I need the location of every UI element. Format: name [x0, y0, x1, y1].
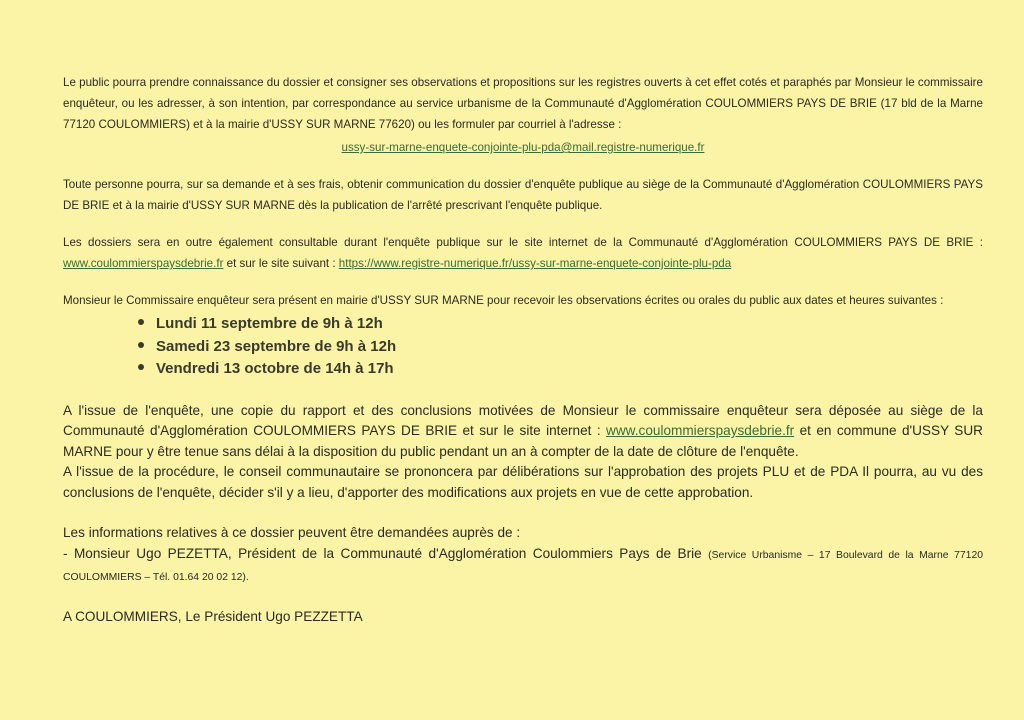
- date-text: Vendredi 13 octobre de 14h à 17h: [156, 360, 394, 377]
- email-line: [63, 137, 983, 158]
- contact-name: - Monsieur Ugo PEZETTA, Président de la Communauté d'Agglomération Coulommiers Pays de Brie: [63, 545, 709, 561]
- paragraph-communication: Toute personne pourra, sur sa demande et à ses frais, obtenir communication du dossier d'enquête publique au siège de la Communauté d'Agglomération COULOMMIERS PAYS DE BRIE et à la mairie d'USSY SUR MARNE dès la publication de l'arrêté prescrivant l'enquête publique.: [63, 178, 983, 212]
- paragraph-procedure: A l'issue de la procédure, le conseil communautaire se prononcera par délibérations sur l'approbation des projets PLU et de PDA Il pourra, au vu des conclusions de l'enquête, décider s'il y a lieu, d'apporter des modifications aux projets en vue de cette approbation.: [63, 464, 983, 500]
- report-text-before: A l'issue de l'enquête, une copie du rapport et des conclusions motivées de Monsieur le commissaire enquêteur sera déposée au siège de la Communauté d'Agglomération COULOMMIERS PAYS DE BRIE et sur le site internet :: [63, 402, 983, 438]
- date-item: [138, 336, 983, 359]
- date-text: Lundi 11 septembre de 9h à 12h: [156, 315, 383, 332]
- paragraph-info-intro: Les informations relatives à ce dossier peuvent être demandées auprès de :: [63, 525, 521, 540]
- bullet-icon: [138, 364, 144, 370]
- paragraph-permanences: Monsieur le Commissaire enquêteur sera présent en mairie d'USSY SUR MARNE pour recevoir les observations écrites ou orales du public aux dates et heures suivantes :: [63, 294, 944, 307]
- report-text-after: et en commune d'USSY SUR MARNE pour y être tenue sans délai à la disposition du public pendant un an à compter de la date de clôture de l'enquête.: [63, 423, 984, 459]
- online-text-before: Les dossiers sera en outre également consultable durant l'enquête publique sur le site internet de la Communauté d'Agglomération COULOMMIERS PAYS DE BRIE :: [63, 236, 983, 249]
- website-link[interactable]: www.coulommierspaysdebrie.fr: [63, 257, 224, 270]
- date-item: [138, 358, 983, 381]
- website-link-2[interactable]: www.coulommierspaysdebrie.fr: [606, 423, 795, 438]
- dates-list: [63, 313, 983, 381]
- bullet-icon: [138, 342, 144, 348]
- paragraph-consultation: Le public pourra prendre connaissance du dossier et consigner ses observations et propositions sur les registres ouverts à cet effet cotés et paraphés par Monsieur le commissaire enquêteur, ou les adresser, à son intention, par correspondance au service urbanisme de la Communauté d'Agglomération COULOMMIERS PAYS DE BRIE (17 bld de la Marne 77120 COULOMMIERS) et à la mairie d'USSY SUR MARNE 77620) ou les formuler par courriel à l'adresse :: [63, 76, 983, 131]
- signature: A COULOMMIERS, Le Président Ugo PEZZETTA: [63, 608, 363, 624]
- paragraph-contact: [63, 544, 983, 589]
- contact-detail: (Service Urbanisme – 17 Boulevard de la Marne 77120 COULOMMIERS – Tél. 01.64 20 02 12).: [63, 549, 984, 583]
- paragraph-report: [63, 401, 983, 463]
- registre-link[interactable]: https://www.registre-numerique.fr/ussy-sur-marne-enquete-conjointe-plu-pda: [338, 257, 732, 270]
- document-body: [63, 72, 983, 627]
- date-item: [138, 313, 983, 336]
- date-text: Samedi 23 septembre de 9h à 12h: [156, 337, 397, 355]
- paragraph-online: [63, 232, 983, 274]
- bullet-icon: [138, 319, 144, 325]
- email-link[interactable]: ussy-sur-marne-enquete-conjointe-plu-pda@mail.registre-numerique.fr: [341, 141, 705, 154]
- online-text-middle: et sur le site suivant :: [223, 257, 339, 270]
